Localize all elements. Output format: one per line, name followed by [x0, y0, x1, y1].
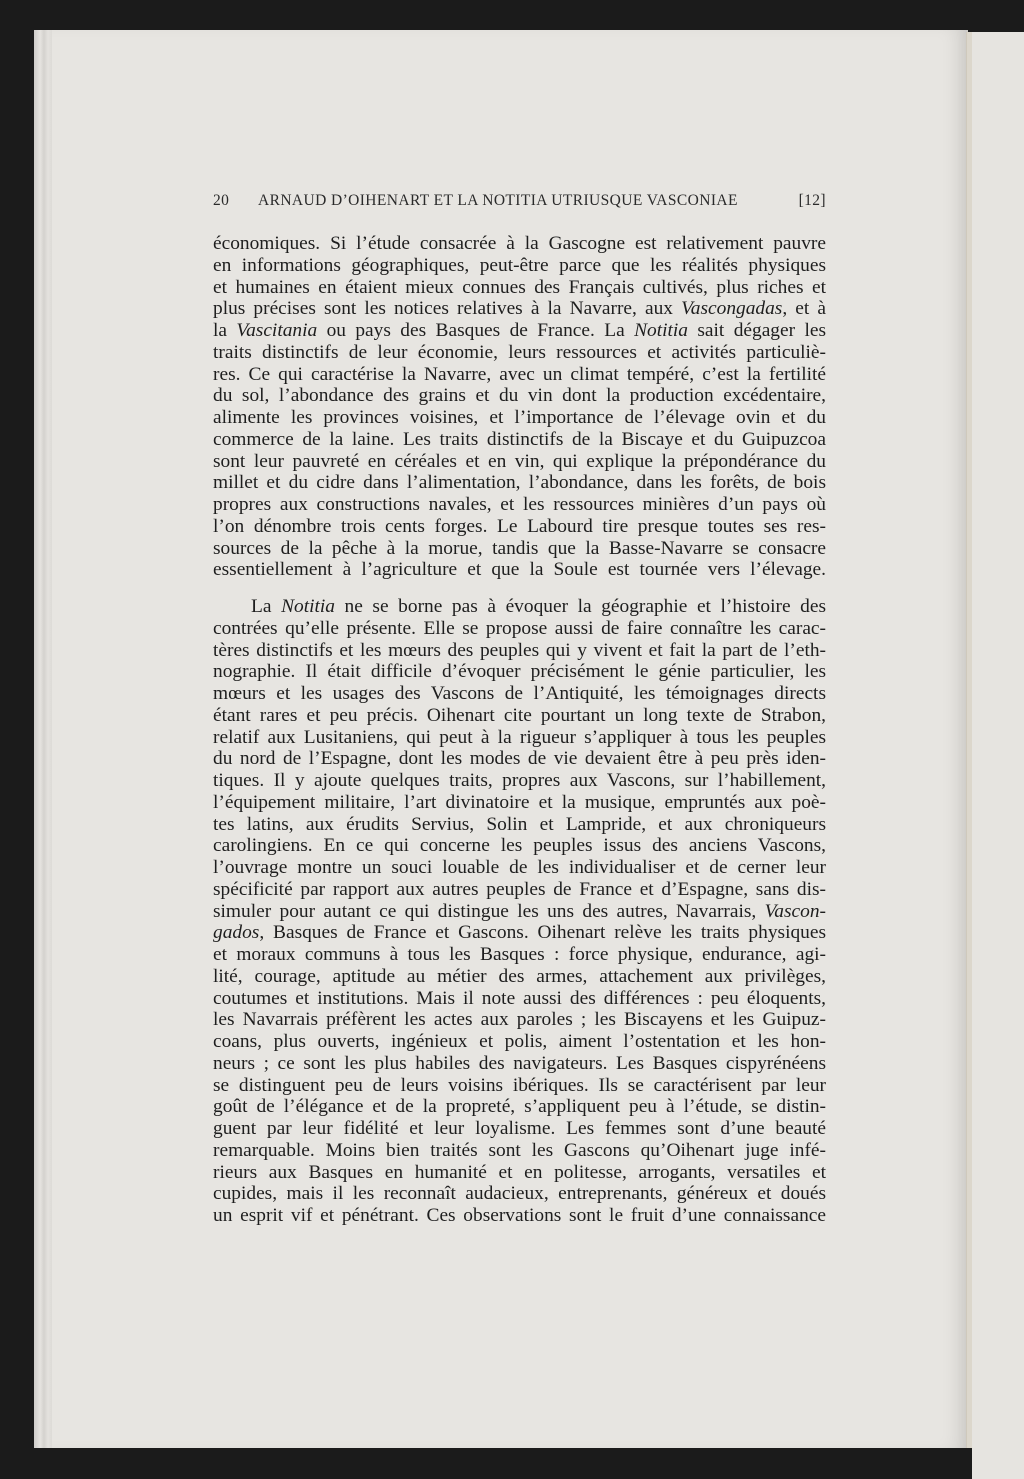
text-segment: coutumes et institutions. Mais il note aussi des différences : peu éloquents, [213, 987, 826, 1009]
text-segment: tiques. Il y ajoute quelques traits, propres aux Vascons, sur l’habillement, [213, 770, 826, 791]
text-line [213, 1009, 826, 1031]
page-stack-edge [34, 30, 54, 1448]
text-segment: l’on dénombre trois cents forges. Le Labourd tire presque toutes ses res- [213, 515, 826, 537]
text-segment: sont leur pauvreté en céréales et en vin, qui explique la prépondérance du [213, 450, 826, 472]
text-line [213, 596, 826, 618]
text-segment: l’ouvrage montre un souci louable de les individualiser et de cerner leur [213, 857, 826, 878]
paragraph [213, 233, 826, 581]
text-line [213, 516, 826, 538]
text-segment: du nord de l’Espagne, dont les modes de vie devaient être à peu près iden- [213, 748, 826, 770]
text-line [213, 1118, 826, 1140]
text-line [213, 451, 826, 473]
text-segment: et moraux communs à tous les Basques : force physique, endurance, agi- [213, 944, 826, 965]
text-segment: tes latins, aux érudits Servius, Solin et Lampride, et aux chroniqueurs [213, 813, 826, 835]
text-segment: ou pays des Basques de France. La [317, 320, 635, 341]
text-line [213, 472, 826, 494]
body-text [213, 233, 826, 1242]
italic-text: Vascongadas [681, 298, 783, 320]
text-segment: les Navarrais préfèrent les actes aux paroles ; les Biscayens et les Guipuz- [213, 1009, 826, 1031]
facing-page-edge [972, 32, 1024, 1479]
text-line [213, 683, 826, 705]
text-segment: coans, plus ouverts, ingénieux et polis, aiment l’ostentation et les hon- [213, 1031, 826, 1052]
text-line [213, 748, 826, 770]
text-line [213, 364, 826, 386]
text-line [213, 1205, 826, 1227]
text-segment: commerce de la laine. Les traits distinctifs de la Biscaye et du Guipuzcoa [213, 428, 826, 450]
text-segment: , Basques de France et Gascons. Oihenart relève les traits physiques [259, 922, 826, 944]
text-line [213, 298, 826, 320]
text-segment: ne se borne pas à évoquer la géographie et l’histoire des [334, 596, 826, 617]
text-line [213, 770, 826, 792]
text-segment: cupides, mais il les reconnaît audacieux, entreprenants, généreux et doués [213, 1183, 826, 1205]
text-line [213, 342, 826, 364]
text-segment: plus précises sont les notices relatives à la Navarre, aux [213, 298, 682, 320]
text-segment: res. Ce qui caractérise la Navarre, avec un climat tempéré, c’est la fertilité [213, 363, 826, 385]
text-segment: la [213, 320, 237, 341]
text-line [213, 320, 826, 342]
text-segment: économiques. Si l’étude consacrée à la Gascogne est relativement pauvre [213, 233, 826, 254]
text-line [213, 538, 826, 560]
text-segment: du sol, l’abondance des grains et du vin dont la production excédentaire, [213, 385, 826, 407]
italic-text: gados [213, 922, 260, 944]
text-segment: neurs ; ce sont les plus habiles des navigateurs. Les Basques cispyrénéens [213, 1052, 826, 1074]
italic-text: Vascitania [236, 320, 318, 341]
text-segment: l’équipement militaire, l’art divinatoire et la musique, empruntés aux poè- [213, 791, 826, 813]
text-segment: tères distinctifs et les mœurs des peuples qui y vivent et fait la part de l’eth- [213, 639, 826, 661]
text-segment: La [251, 596, 282, 617]
text-segment: guent par leur fidélité et leur loyalisme. Les femmes sont d’une beauté [213, 1118, 826, 1139]
text-segment: relatif aux Lusitaniens, qui peut à la rigueur s’appliquer à tous les peuples [213, 726, 826, 748]
text-segment: propres aux constructions navales, et les ressources minières d’un pays où [213, 494, 826, 515]
text-segment: mœurs et les usages des Vascons de l’Antiquité, les témoignages directs [213, 683, 826, 704]
text-line [213, 705, 826, 727]
text-segment: lité, courage, aptitude au métier des armes, attachement aux privilèges, [213, 965, 826, 987]
text-line [213, 661, 826, 683]
text-line [213, 988, 826, 1010]
text-line [213, 901, 826, 923]
page-number: 20 [213, 192, 230, 209]
text-line [213, 1053, 826, 1075]
text-segment: alimente les provinces voisines, et l’importance de l’élevage ovin et du [213, 407, 826, 428]
text-segment: sait dégager les [687, 320, 826, 341]
text-segment: nographie. Il était difficile d’évoquer précisément le génie particulier, les [213, 661, 826, 683]
text-segment: carolingiens. En ce qui concerne les peuples issus des anciens Vascons, [213, 835, 826, 857]
text-segment: essentiellement à l’agriculture et que la Soule est tournée vers l’élevage. [213, 559, 826, 581]
text-line [213, 1096, 826, 1118]
text-line [213, 1031, 826, 1053]
text-segment: se distinguent peu de leurs voisins ibériques. Ils se caractérisent par leur [213, 1074, 826, 1096]
text-line [213, 1183, 826, 1205]
text-line [213, 429, 826, 451]
text-segment: rieurs aux Basques en humanité et en politesse, arrogants, versatiles et [213, 1161, 826, 1183]
text-line [213, 1140, 826, 1162]
text-segment: , et à [782, 298, 826, 320]
text-line [213, 494, 826, 516]
text-line [213, 407, 826, 429]
text-line [213, 255, 826, 277]
text-segment: simuler pour autant ce qui distingue les uns des autres, Navarrais, [213, 900, 765, 922]
text-segment: sources de la pêche à la morue, tandis que la Basse-Navarre se consacre [213, 537, 826, 559]
text-line [213, 922, 826, 944]
text-segment: étant rares et peu précis. Oihenart cite pourtant un long texte de Strabon, [213, 704, 826, 726]
text-line [213, 966, 826, 988]
text-segment: goût de l’élégance et de la propreté, s’appliquent peu à l’étude, se distin- [213, 1096, 826, 1118]
text-segment: et humaines en étaient mieux connues des Français cultivés, plus riches et [213, 276, 826, 298]
running-title: ARNAUD D’OIHENART ET LA NOTITIA UTRIUSQUE VASCONIAE [258, 192, 738, 209]
text-line [213, 857, 826, 879]
text-line [213, 814, 826, 836]
text-segment: traits distinctifs de leur économie, leurs ressources et activités particuliè- [213, 341, 826, 363]
text-line [213, 385, 826, 407]
paragraph [213, 596, 826, 1227]
text-line [213, 727, 826, 749]
text-line [213, 277, 826, 299]
text-line [213, 618, 826, 640]
text-segment: remarquable. Moins bien traités sont les Gascons qu’Oihenart juge infé- [213, 1139, 826, 1161]
text-segment: millet et du cidre dans l’alimentation, l’abondance, dans les forêts, de bois [213, 472, 826, 494]
text-line [213, 944, 826, 966]
text-segment: contrées qu’elle présente. Elle se propose aussi de faire connaître les carac- [213, 617, 826, 639]
text-line [213, 1162, 826, 1184]
italic-text: Notitia [634, 320, 688, 341]
text-line [213, 792, 826, 814]
text-line [213, 640, 826, 662]
text-segment: spécificité par rapport aux autres peuples de France et d’Espagne, sans dis- [213, 878, 826, 900]
text-segment: un esprit vif et pénétrant. Ces observations sont le fruit d’une connaissance [213, 1205, 826, 1226]
text-segment: en informations géographiques, peut-être parce que les réalités physiques [213, 254, 826, 276]
text-line [213, 835, 826, 857]
text-line [213, 1075, 826, 1097]
text-line [213, 559, 826, 581]
section-number: [12] [798, 192, 826, 209]
text-line [213, 879, 826, 901]
italic-text: Notitia [281, 596, 335, 617]
italic-text: Vascon- [764, 900, 826, 922]
text-line [213, 233, 826, 255]
